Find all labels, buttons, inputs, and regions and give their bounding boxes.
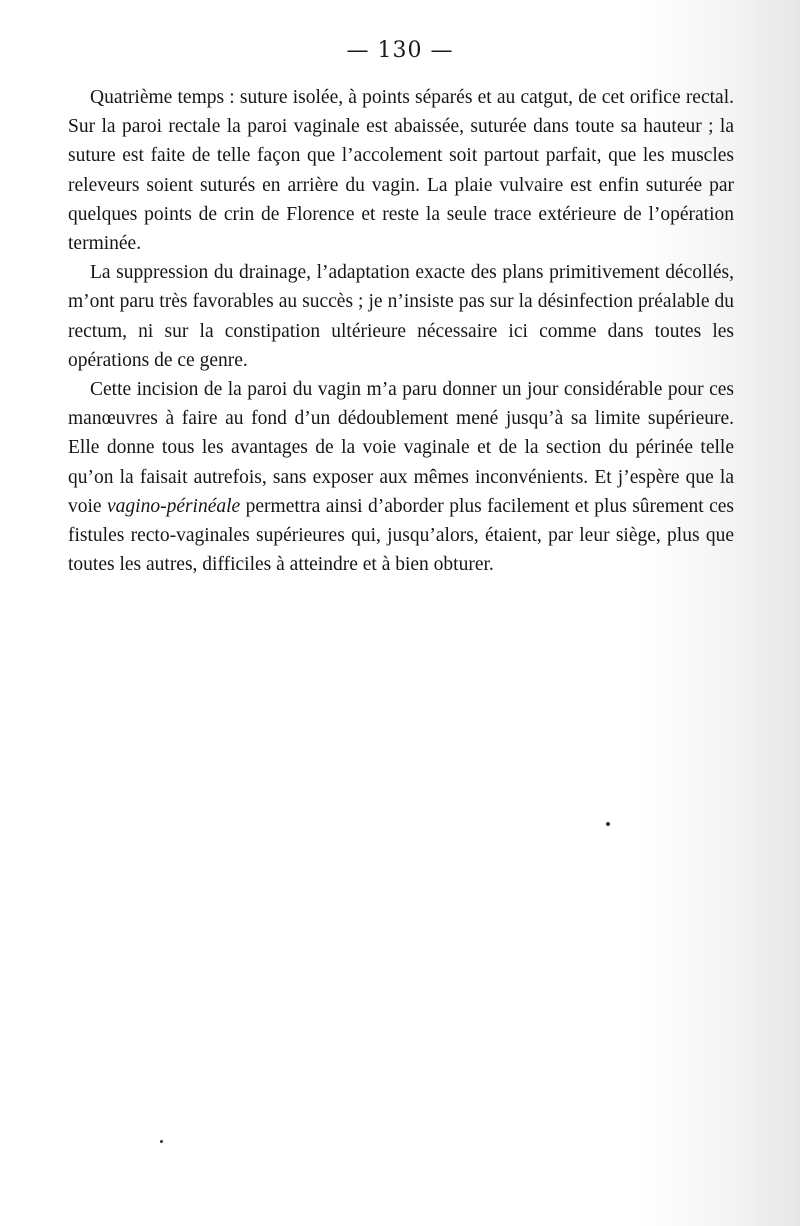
paragraph-1: Quatrième temps : suture isolée, à points séparés et au catgut, de cet orifice rectal. Sur la paroi rectale la paroi vaginale est abaissée, suturée dans toute sa hauteur ; la suture est faite de telle façon que l’accolement soit partout parfait, que les muscles releveurs soient suturés en arrière du vagin. La plaie vulvaire est enfin suturée par quelques points de crin de Florence et reste la seule trace extérieure de l’opération terminée. [68,87,734,255]
body-text [68,83,734,579]
paragraph-3-text-a: Cette incision de la paroi du vagin m’a paru donner un jour considérable pour ces manœuvres à faire au fond d’un dédoublement mené jusqu’à sa limite supérieure. Elle donne tous les avantages de la voie vaginale et de la section du périnée telle qu’on la faisait autrefois, sans exposer aux mêmes inconvénients. Et j’espère que la voie [68,379,734,517]
paragraph-3-text-b: permettra ainsi d’aborder plus facilement et plus sûrement ces fistules recto-vaginales supérieures qui, jusqu’alors, étaient, par leur siège, plus que toutes les autres, difficiles à atteindre et à bien obturer. [68,495,735,576]
page-number: — 130 — [346,38,454,63]
paragraph-3 [68,375,734,579]
paragraph-3-italic-term: vagino-périnéale [107,495,241,517]
paragraph-2: La suppression du drainage, l’adaptation exacte des plans primitivement décollés, m’ont paru très favorables au succès ; je n’insiste pas sur la désinfection préalable du rectum, ni sur la constipation ultérieure nécessaire ici comme dans toutes les opérations de ce genre. [68,262,734,371]
ink-speck [606,822,610,826]
ink-speck [160,1140,163,1143]
